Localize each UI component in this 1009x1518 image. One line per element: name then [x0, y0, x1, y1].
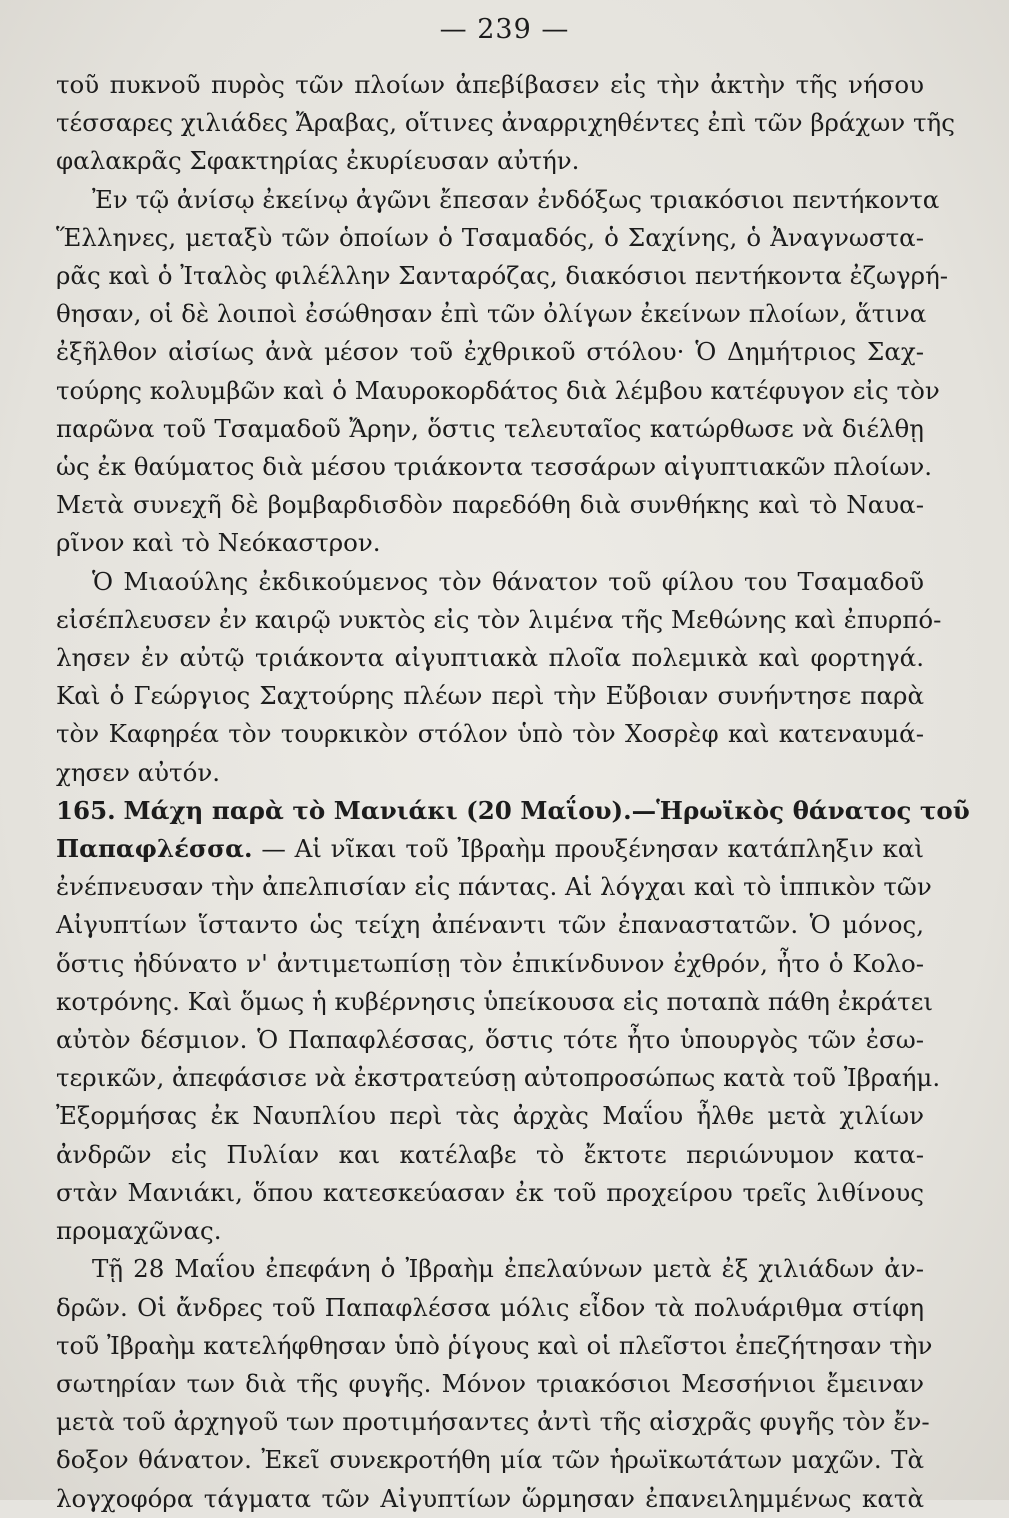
text-line: τερικῶν, ἀπεφάσισε νὰ ἐκστρατεύσῃ αὐτοπροσώπως κατὰ τοῦ Ἰβραήμ.	[56, 1063, 941, 1093]
section-heading-line-1	[56, 792, 970, 830]
text-line: ὅστις ἠδύνατο ν' ἀντιμετωπίσῃ τὸν ἐπικίνδυνον ἐχθρόν, ἦτο ὁ Κολο-	[56, 948, 924, 978]
text-line: παρῶνα τοῦ Τσαμαδοῦ Ἄρην, ὅστις τελευταῖος κατώρθωσε νὰ διέλθῃ	[56, 413, 924, 443]
text-line: φαλακρᾶς Σφακτηρίας ἐκυρίευσαν αὐτήν.	[56, 146, 580, 176]
text-line: Τῇ 28 Μαΐου ἐπεφάνη ὁ Ἰβραὴμ ἐπελαύνων μετὰ ἐξ χιλιάδων ἀν-	[92, 1254, 924, 1284]
page-number: — 239 —	[439, 14, 570, 45]
text-line: Ἐξορμήσας ἐκ Ναυπλίου περὶ τὰς ἀρχὰς Μαΐου ἦλθε μετὰ χιλίων	[56, 1101, 924, 1131]
text-line: τὸν Καφηρέα τὸν τουρκικὸν στόλον ὑπὸ τὸν Χοσρὲφ καὶ κατεναυμά-	[56, 719, 924, 749]
section-number: 165.	[56, 795, 116, 825]
text-line: θησαν, οἱ δὲ λοιποὶ ἐσώθησαν ἐπὶ τῶν ὀλίγων ἐκείνων πλοίων, ἅτινα	[56, 299, 927, 329]
text-line: τούρης κολυμβῶν καὶ ὁ Μαυροκορδάτος διὰ λέμβου κατέφυγον εἰς τὸν	[56, 375, 940, 405]
text-line: χησεν αὐτόν.	[56, 757, 221, 787]
text-line: τοῦ Ἰβραὴμ κατελήφθησαν ὑπὸ ῥίγους καὶ οἱ πλεῖστοι ἐπεζήτησαν τὴν	[56, 1330, 933, 1360]
text-line: Μετὰ συνεχῆ δὲ βομβαρδισδὸν παρεδόθη διὰ συνθήκης καὶ τὸ Ναυα-	[56, 490, 924, 520]
text-line: στὰν Μανιάκι, ὅπου κατεσκεύασαν ἐκ τοῦ προχείρου τρεῖς λιθίνους	[56, 1177, 924, 1207]
text-line: μετὰ τοῦ ἀρχηγοῦ των προτιμήσαντες ἀντὶ τῆς αἰσχρᾶς φυγῆς τὸν ἔν-	[56, 1407, 930, 1437]
section-title-end: Παπαφλέσσα.	[56, 834, 253, 864]
text-line: ρᾶς καὶ ὁ Ἰταλὸς φιλέλλην Σανταρόζας, διακόσιοι πεντήκοντα ἐζωγρή-	[56, 261, 949, 291]
text-line: ἐξῆλθον αἰσίως ἀνὰ μέσον τοῦ ἐχθρικοῦ στόλου· Ὁ Δημήτριος Σαχ-	[56, 337, 924, 367]
text-line: τοῦ πυκνοῦ πυρὸς τῶν πλοίων ἀπεβίβασεν εἰς τὴν ἀκτὴν τῆς νήσου	[56, 70, 924, 99]
text-line: ὡς ἐκ θαύματος διὰ μέσου τριάκοντα τεσσάρων αἰγυπτιακῶν πλοίων.	[56, 452, 933, 482]
text-line: λησεν ἐν αὐτῷ τριάκοντα αἰγυπτιακὰ πλοῖα πολεμικὰ καὶ φορτηγά.	[56, 643, 924, 673]
text-line: ἀνδρῶν εἰς Πυλίαν και κατέλαβε τὸ ἔκτοτε περιώνυμον κατα-	[56, 1139, 924, 1169]
text-line: δοξον θάνατον. Ἐκεῖ συνεκροτήθη μία τῶν ἡρωϊκωτάτων μαχῶν. Τὰ	[56, 1445, 924, 1475]
text-line: λογχοφόρα τάγματα τῶν Αἰγυπτίων ὥρμησαν ἐπανειλημμένως κατὰ	[56, 1483, 924, 1513]
text-line: εἰσέπλευσεν ἐν καιρῷ νυκτὸς εἰς τὸν λιμένα τῆς Μεθώνης καὶ ἐπυρπό-	[56, 604, 942, 634]
text-line: κοτρόνης. Καὶ ὅμως ἡ κυβέρνησις ὑπείκουσα εἰς ποταπὰ πάθη ἐκράτει	[56, 986, 934, 1016]
text-line: ἐνέπνευσαν τὴν ἀπελπισίαν εἰς πάντας. Αἱ λόγχαι καὶ τὸ ἱππικὸν τῶν	[56, 872, 932, 902]
paragraphs-before-section	[56, 66, 955, 792]
text-line: τέσσαρες χιλιάδες Ἄραβας, οἵτινες ἀναρριχηθέντες ἐπὶ τῶν βράχων τῆς	[56, 108, 955, 138]
text-line: Καὶ ὁ Γεώργιος Σαχτούρης πλέων περὶ τὴν Εὔβοιαν συνήντησε παρὰ	[56, 681, 924, 711]
text-line: Αἰγυπτίων ἵσταντο ὡς τείχη ἀπέναντι τῶν ἐπαναστατῶν. Ὁ μόνος,	[56, 910, 924, 940]
paragraphs-after-section	[56, 868, 941, 1517]
text-line: Ὁ Μιαούλης ἐκδικούμενος τὸν θάνατον τοῦ φίλου του Τσαμαδοῦ	[92, 566, 924, 596]
section-first-line: — Αἱ νῖκαι τοῦ Ἰβραὴμ προυξένησαν κατάπληξιν καὶ	[261, 834, 924, 864]
text-line: ρῖνον καὶ τὸ Νεόκαστρον.	[56, 528, 381, 558]
text-line: Ἕλληνες, μεταξὺ τῶν ὁποίων ὁ Τσαμαδός, ὁ Σαχίνης, ὁ Ἀναγνωστα-	[56, 222, 924, 252]
text-line: Ἐν τῷ ἀνίσῳ ἐκείνῳ ἀγῶνι ἔπεσαν ἐνδόξως τριακόσιοι πεντήκοντα	[92, 184, 940, 214]
text-line: σωτηρίαν των διὰ τῆς φυγῆς. Μόνον τριακόσιοι Μεσσήνιοι ἔμειναν	[56, 1368, 924, 1398]
section-heading-line-2	[56, 830, 924, 868]
section-title: Μάχη παρὰ τὸ Μανιάκι (20 Μαΐου).—Ἡρωϊκὸς θάνατος τοῦ	[123, 795, 970, 825]
text-line: αὐτὸν δέσμιον. Ὁ Παπαφλέσσας, ὅστις τότε ἦτο ὑπουργὸς τῶν ἐσω-	[56, 1025, 924, 1055]
body-text	[56, 66, 970, 1518]
text-line: προμαχῶνας.	[56, 1216, 222, 1246]
text-line: δρῶν. Οἱ ἄνδρες τοῦ Παπαφλέσσα μόλις εἶδον τὰ πολυάριθμα στίφη	[56, 1292, 924, 1322]
